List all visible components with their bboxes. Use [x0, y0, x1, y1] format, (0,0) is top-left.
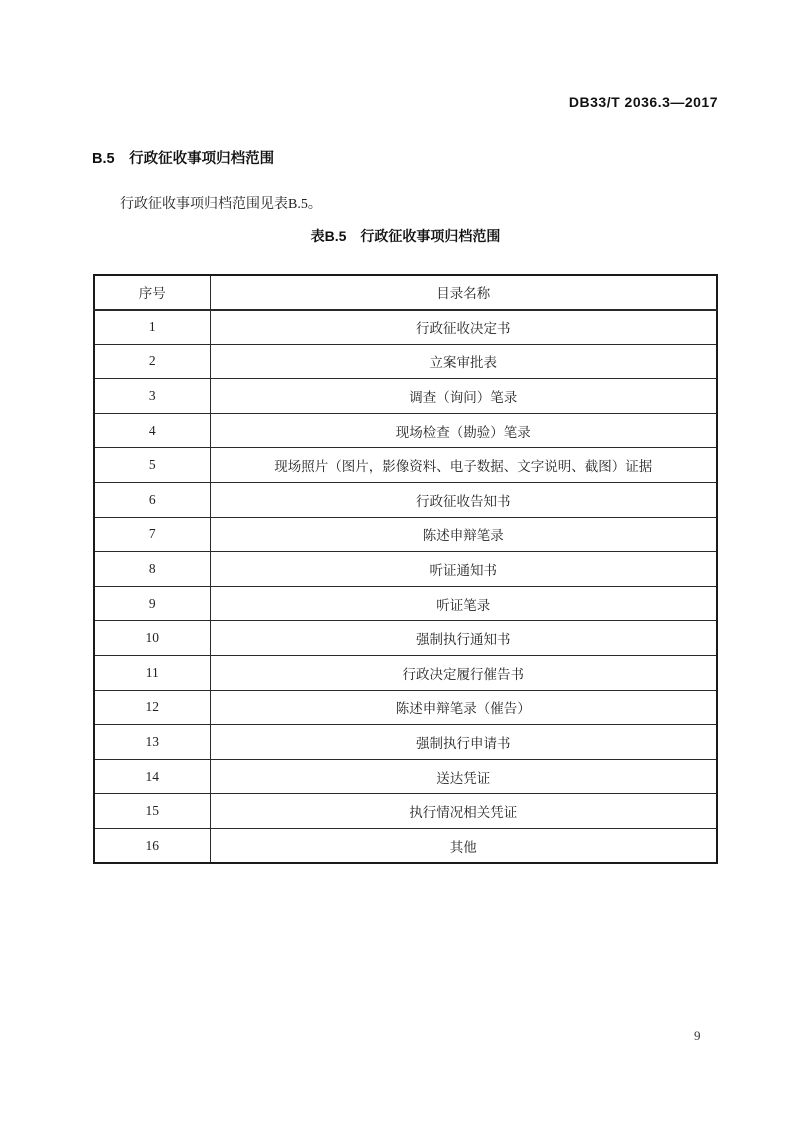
table-row	[94, 310, 717, 345]
row-index-cell: 5	[94, 448, 210, 483]
section-heading: B.5 行政征收事项归档范围	[92, 151, 275, 167]
table-row	[94, 552, 717, 587]
row-name-cell: 强制执行通知书	[210, 621, 717, 656]
row-index-cell: 14	[94, 759, 210, 794]
table-row	[94, 829, 717, 864]
row-index-cell: 11	[94, 656, 210, 691]
row-index-cell: 7	[94, 517, 210, 552]
row-name-cell: 立案审批表	[210, 344, 717, 379]
row-name-cell: 执行情况相关凭证	[210, 794, 717, 829]
table-row	[94, 483, 717, 518]
table-row	[94, 448, 717, 483]
table-row	[94, 621, 717, 656]
row-name-cell: 现场检查（勘验）笔录	[210, 413, 717, 448]
row-index-cell: 13	[94, 725, 210, 760]
column-header-index: 序号	[94, 275, 210, 310]
table-row	[94, 794, 717, 829]
table-row	[94, 344, 717, 379]
row-index-cell: 12	[94, 690, 210, 725]
intro-paragraph: 行政征收事项归档范围见表B.5。	[120, 197, 322, 212]
table-row	[94, 413, 717, 448]
table-row	[94, 586, 717, 621]
row-name-cell: 强制执行申请书	[210, 725, 717, 760]
row-index-cell: 3	[94, 379, 210, 414]
row-name-cell: 现场照片（图片，影像资料、电子数据、文字说明、截图）证据	[210, 448, 717, 483]
table-row	[94, 759, 717, 794]
row-name-cell: 行政决定履行催告书	[210, 656, 717, 691]
row-name-cell: 调查（询问）笔录	[210, 379, 717, 414]
page-number: 9	[694, 1028, 701, 1043]
row-name-cell: 听证通知书	[210, 552, 717, 587]
archive-scope-table	[93, 274, 718, 864]
row-name-cell: 行政征收决定书	[210, 310, 717, 345]
row-index-cell: 8	[94, 552, 210, 587]
row-index-cell: 2	[94, 344, 210, 379]
row-name-cell: 送达凭证	[210, 759, 717, 794]
table-header-row	[94, 275, 717, 310]
row-index-cell: 15	[94, 794, 210, 829]
row-index-cell: 9	[94, 586, 210, 621]
row-index-cell: 4	[94, 413, 210, 448]
row-index-cell: 10	[94, 621, 210, 656]
row-name-cell: 陈述申辩笔录（催告）	[210, 690, 717, 725]
table-body	[94, 310, 717, 864]
row-index-cell: 16	[94, 829, 210, 864]
row-name-cell: 其他	[210, 829, 717, 864]
standard-number-header: DB33/T 2036.3—2017	[568, 94, 718, 110]
table-row	[94, 690, 717, 725]
table-row	[94, 379, 717, 414]
table-row	[94, 725, 717, 760]
row-index-cell: 1	[94, 310, 210, 345]
row-index-cell: 6	[94, 483, 210, 518]
column-header-name: 目录名称	[210, 275, 717, 310]
table-caption: 表B.5 行政征收事项归档范围	[310, 228, 501, 244]
row-name-cell: 行政征收告知书	[210, 483, 717, 518]
row-name-cell: 听证笔录	[210, 586, 717, 621]
row-name-cell: 陈述申辩笔录	[210, 517, 717, 552]
table-row	[94, 517, 717, 552]
table-row	[94, 656, 717, 691]
